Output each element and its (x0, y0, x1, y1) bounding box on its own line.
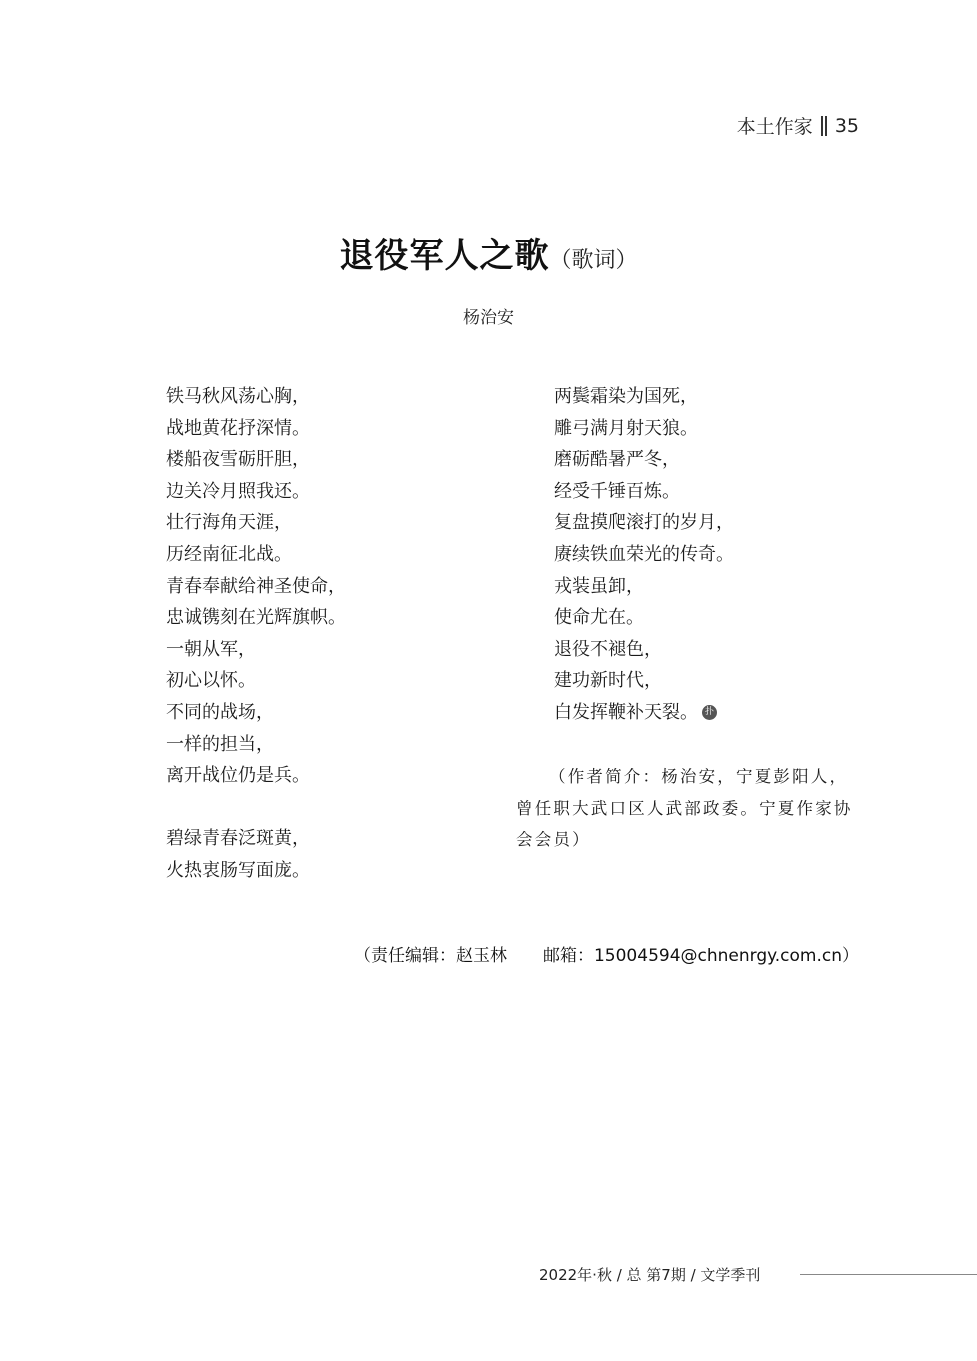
poem-line-text: 历经南征北战。 (166, 543, 292, 565)
poem-line-text: 经受千锤百炼。 (554, 480, 680, 502)
poem-line-text: 一样的担当， (166, 733, 274, 755)
footer-rule (800, 1274, 977, 1275)
title-block (0, 228, 977, 277)
poem-line-text: 离开战位仍是兵。 (166, 765, 310, 787)
poem-line-text: 两鬓霜染为国死， (554, 386, 698, 407)
page-header (737, 112, 859, 139)
author-name: 杨治安 (463, 308, 514, 328)
poem-line-text: 赓续铁血荣光的传奇。 (554, 543, 734, 565)
poem-line (166, 476, 346, 508)
poem-line (554, 602, 734, 634)
poem-line-text: 一朝从军， (166, 638, 256, 660)
poem-line (554, 413, 734, 445)
poem-line-text: 复盘摸爬滚打的岁月， (554, 512, 734, 534)
poem-line-text: 青春奉献给神圣使命， (166, 575, 346, 597)
poem-line-text: 铁马秋风荡心胸， (166, 386, 310, 407)
poem-line (554, 381, 734, 413)
poem-line-text: 初心以怀。 (166, 670, 256, 692)
poem-line (554, 444, 734, 476)
poem-line (166, 634, 346, 666)
poem-line-text: 忠诚镌刻在光辉旗帜。 (166, 607, 346, 629)
poem-right-column (554, 381, 734, 729)
poem-line-text: 雕弓满月射天狼。 (554, 417, 698, 439)
poem-line (166, 823, 346, 855)
poem-line (554, 476, 734, 508)
section-name: 本土作家 (736, 116, 813, 138)
poem-line (166, 381, 346, 413)
page-number: 35 (834, 114, 859, 137)
editor-name: （责任编辑：赵玉林 (353, 946, 507, 966)
stanza-gap (166, 792, 346, 824)
poem-line-text: 边关冷月照我还。 (166, 480, 310, 502)
poem-title: 退役军人之歌 (339, 236, 550, 276)
poem-line-text: 战地黄花抒深情。 (166, 417, 310, 439)
poem-line (554, 571, 734, 603)
poem-line (166, 571, 346, 603)
poem-line (166, 602, 346, 634)
poem-line (166, 539, 346, 571)
poem-line (166, 444, 346, 476)
poem-line-text: 建功新时代， (554, 670, 662, 692)
poem-line-text: 壮行海角天涯， (166, 512, 292, 534)
poem-line-text: 白发挥鞭补天裂。 (554, 701, 698, 723)
poem-line-text: 戎装虽卸， (554, 575, 644, 597)
poem-line (166, 413, 346, 445)
poem-line (554, 507, 734, 539)
poem-line (166, 697, 346, 729)
poem-left-column (166, 381, 346, 887)
editor-email: 邮箱：15004594@chnenrgy.com.cn） (542, 946, 859, 966)
poem-line (166, 507, 346, 539)
poem-line-text: 楼船夜雪砺肝胆， (166, 449, 310, 471)
poem-line-text: 不同的战场， (166, 701, 274, 723)
poem-line (554, 539, 734, 571)
poem-line (554, 634, 734, 666)
editor-note (354, 941, 859, 966)
poem-line-text: 碧绿青春泛斑黄， (166, 828, 310, 850)
poem-line (166, 855, 346, 887)
header-divider (821, 116, 827, 136)
poem-line (554, 665, 734, 697)
poem-subtitle: （歌词） (549, 248, 638, 273)
poem-line-text: 使命尤在。 (554, 607, 644, 629)
poem-line (166, 729, 346, 761)
poem-line-text: 火热衷肠写面庞。 (166, 859, 310, 881)
poem-line-text: 磨砺酷暑严冬， (554, 449, 680, 471)
poem-line-text: 退役不褪色， (554, 638, 662, 660)
poem-line (166, 760, 346, 792)
end-mark-icon: 扑 (702, 705, 717, 720)
author-bio: （作者简介：杨治安，宁夏彭阳人，曾任职大武口区人武部政委。宁夏作家协会会员） (516, 767, 853, 850)
issue-footer: 2022年·秋 / 总 第7期 / 文学季刊 (539, 1266, 761, 1284)
poem-line (554, 697, 734, 729)
poem-line (166, 665, 346, 697)
